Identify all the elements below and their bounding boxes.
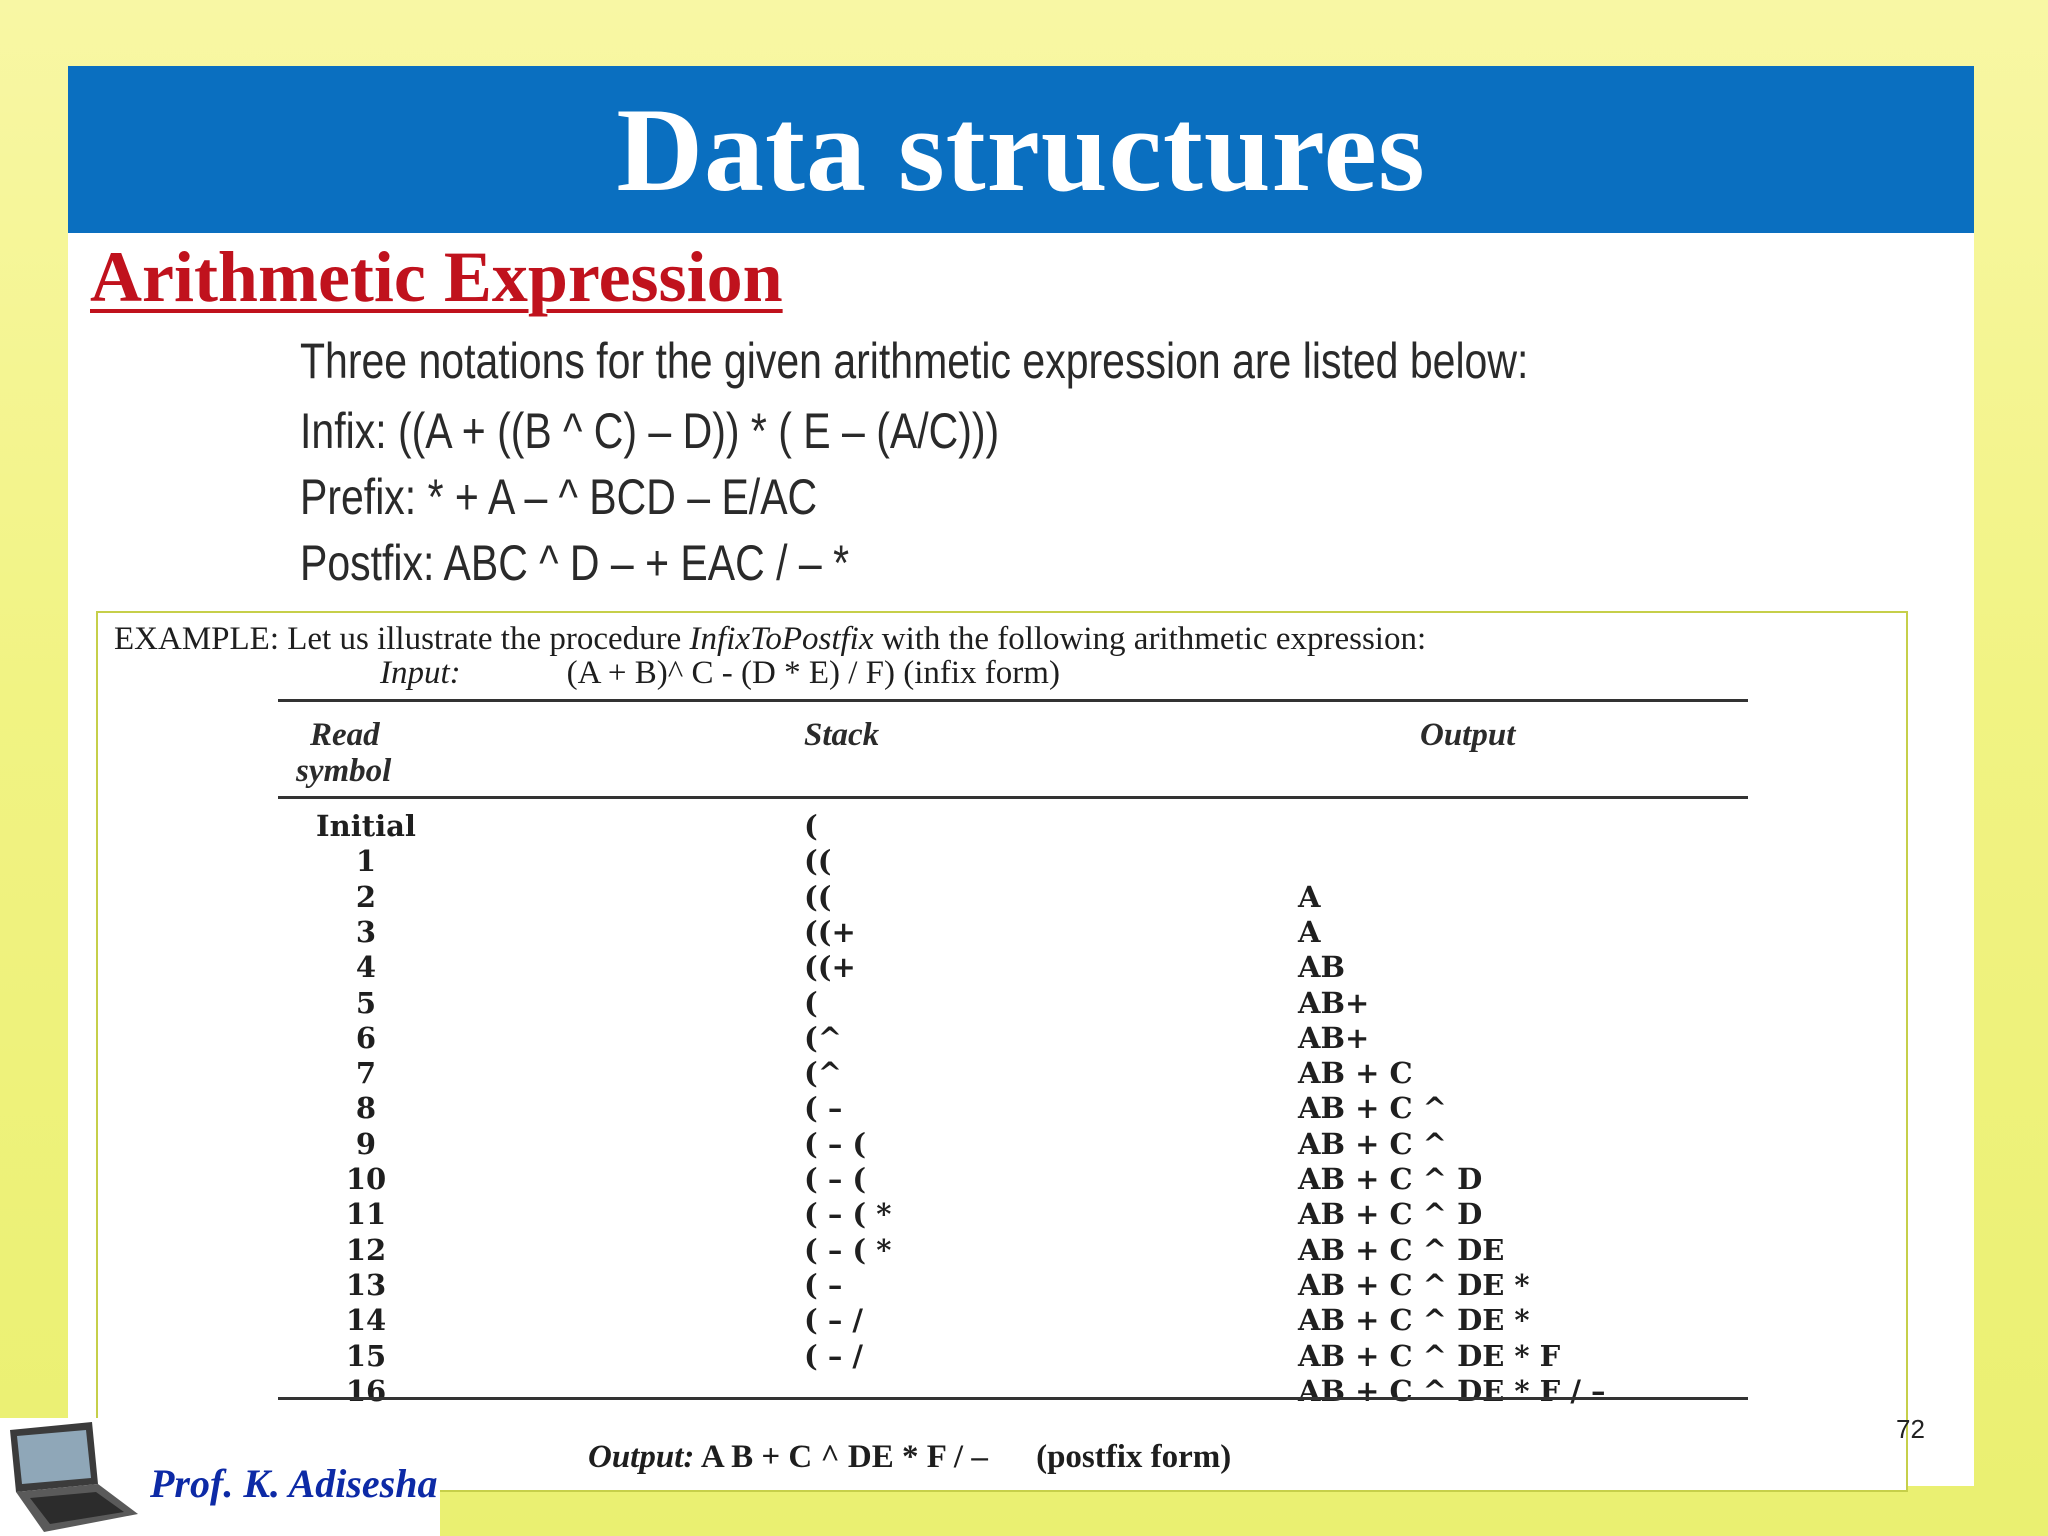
table-cell-stack: ((+ <box>804 950 856 984</box>
final-output-form: (postfix form) <box>1036 1439 1232 1475</box>
laptop-icon <box>0 1422 140 1536</box>
table-cell-stack: ( – / <box>804 1339 864 1373</box>
table-cell-stack: (^ <box>804 1056 843 1090</box>
section-heading: Arithmetic Expression <box>90 237 783 317</box>
table-cell-output: AB + C <box>1298 1056 1413 1090</box>
table-bottom-rule <box>278 1397 1748 1400</box>
table-cell-stack: ( – ( * <box>804 1197 892 1231</box>
table-cell-read: 9 <box>355 1127 377 1161</box>
table-cell-output: AB + C ^ DE * <box>1298 1303 1530 1337</box>
slide <box>68 66 1974 1486</box>
final-output-label: Output: <box>588 1439 695 1475</box>
table-cell-output: AB + C ^ DE <box>1298 1233 1505 1267</box>
table-cell-output: AB + C ^ D <box>1298 1162 1483 1196</box>
table-cell-output: AB + C ^ DE * F <box>1298 1339 1561 1373</box>
table-cell-stack: ( – ( <box>804 1162 867 1196</box>
table-cell-read: 4 <box>355 950 377 984</box>
table-cell-read: 6 <box>355 1021 377 1055</box>
table-cell-output: AB+ <box>1298 1021 1370 1055</box>
example-intro-start: EXAMPLE: Let us illustrate the procedure <box>114 621 690 657</box>
table-cell-read: 3 <box>355 915 377 949</box>
header-stack: Stack <box>804 717 880 753</box>
table-cell-output: A <box>1298 915 1321 949</box>
table-cell-read: 11 <box>345 1197 387 1231</box>
table-cell-stack: (( <box>804 880 832 914</box>
final-output-value: A B + C ^ DE * F / – <box>700 1439 988 1475</box>
table-cell-stack: ( – <box>804 1091 843 1125</box>
table-cell-stack: ( – ( * <box>804 1233 892 1267</box>
table-top-rule <box>278 699 1748 702</box>
table-cell-stack: ( <box>804 809 818 843</box>
prefix-notation: Prefix: * + A – ^ BCD – E/AC <box>300 469 818 525</box>
table-cell-read: 2 <box>355 880 377 914</box>
header-symbol: symbol <box>296 753 392 789</box>
example-intro-end: with the following arithmetic expression: <box>873 621 1427 657</box>
header-read: Read <box>310 717 380 753</box>
table-cell-stack: ( – ( <box>804 1127 867 1161</box>
table-cell-read: 8 <box>355 1091 377 1125</box>
table-cell-output: AB + C ^ <box>1298 1091 1447 1125</box>
slide-title: Data structures <box>616 82 1426 216</box>
author-name: Prof. K. Adisesha <box>150 1461 438 1506</box>
table-cell-stack: (( <box>804 844 832 878</box>
table-cell-stack: (^ <box>804 1021 843 1055</box>
notations-intro: Three notations for the given arithmetic expression are listed below: <box>300 333 1529 389</box>
title-bar <box>68 66 1974 233</box>
table-cell-read: 13 <box>345 1268 387 1302</box>
example-input <box>380 655 1060 692</box>
table-cell-output: AB + C ^ DE * <box>1298 1268 1530 1302</box>
table-cell-output: AB + C ^ D <box>1298 1197 1483 1231</box>
table-header-rule <box>278 796 1748 799</box>
notations-block <box>300 328 1528 596</box>
table-cell-stack: ((+ <box>804 915 856 949</box>
postfix-notation: Postfix: ABC ^ D – + EAC / – * <box>300 535 850 591</box>
table-cell-read: 7 <box>355 1056 377 1090</box>
table-cell-stack: ( <box>804 986 818 1020</box>
table-cell-read: 16 <box>345 1374 387 1408</box>
table-cell-output: A <box>1298 880 1321 914</box>
header-output: Output <box>1420 717 1516 753</box>
input-value: (A + B)^ C - (D * E) / F) (infix form) <box>566 655 1060 691</box>
table-cell-stack: ( – <box>804 1268 843 1302</box>
page-number: 72 <box>1896 1414 1925 1444</box>
table-cell-output: AB <box>1298 950 1346 984</box>
procedure-name: InfixToPostfix <box>689 621 874 657</box>
infix-notation: Infix: ((A + ((B ^ C) – D)) * ( E – (A/C))) <box>300 403 1000 459</box>
table-cell-read: 15 <box>345 1339 387 1373</box>
table-cell-stack: ( – / <box>804 1303 864 1337</box>
example-figure <box>96 611 1908 1492</box>
table-cell-read: 10 <box>345 1162 387 1196</box>
example-intro <box>114 621 1426 658</box>
table-cell-read: 14 <box>345 1303 387 1337</box>
table-cell-read: 12 <box>345 1233 387 1267</box>
table-cell-read: 1 <box>355 844 377 878</box>
table-cell-output: AB + C ^ DE * F / – <box>1298 1374 1606 1408</box>
final-output <box>588 1439 1231 1476</box>
table-cell-output: AB+ <box>1298 986 1370 1020</box>
table-cell-read: Initial <box>316 809 416 843</box>
input-label: Input: <box>380 655 461 691</box>
table-cell-output: AB + C ^ <box>1298 1127 1447 1161</box>
table-cell-read: 5 <box>355 986 377 1020</box>
